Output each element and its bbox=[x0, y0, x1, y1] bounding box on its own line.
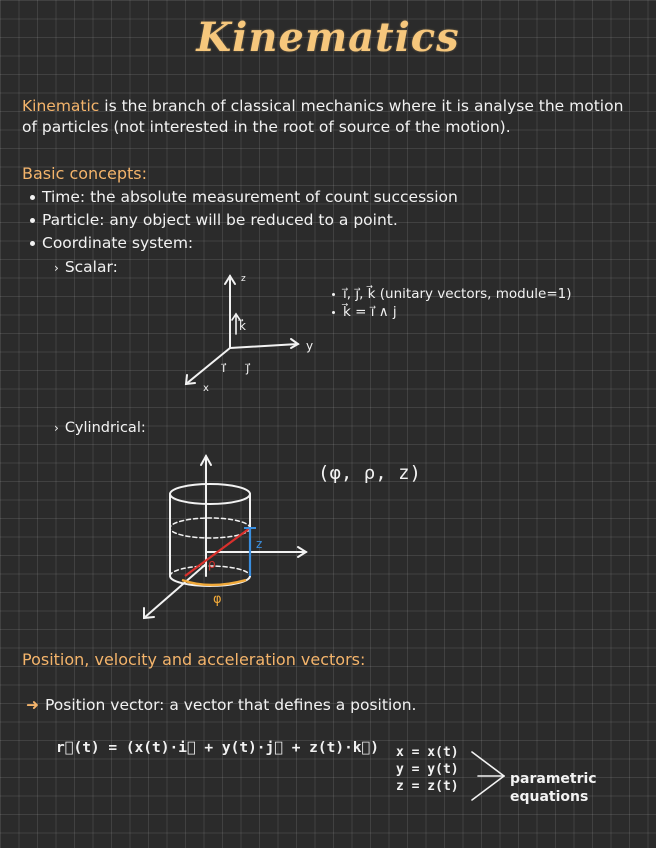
axis-label-x: x bbox=[203, 383, 209, 394]
bullet-dot bbox=[30, 241, 35, 246]
unit-vector-k: k⃗ bbox=[239, 319, 246, 333]
cylindrical-subitem bbox=[54, 420, 146, 436]
scalar-subitem bbox=[54, 258, 118, 276]
vectors-heading: Position, velocity and acceleration vectors: bbox=[22, 650, 366, 669]
cylindrical-coordinates: (φ, ρ, z) bbox=[318, 462, 421, 484]
chevron-right-icon: › bbox=[54, 261, 59, 275]
bracket-arrow bbox=[470, 748, 510, 806]
intro-text: is the branch of classical mechanics where it is analyse the motion of particles (not interested in the root of source of the motion). bbox=[22, 97, 624, 136]
y-axis bbox=[230, 344, 298, 348]
param-y: y = y(t) bbox=[396, 762, 459, 777]
intro-paragraph bbox=[22, 96, 642, 138]
cylindrical-coords-diagram bbox=[130, 448, 320, 628]
cylindrical-label: Cylindrical: bbox=[64, 420, 146, 436]
scalar-note-unit-vectors: i⃗, j⃗, k⃗ (unitary vectors, module=1) bbox=[332, 286, 572, 302]
arrow-right-icon: ➜ bbox=[26, 696, 39, 714]
bullet-dot bbox=[30, 218, 35, 223]
bullet-text: Coordinate system: bbox=[42, 234, 194, 252]
bullet-dot bbox=[30, 195, 35, 200]
param-z: z = z(t) bbox=[396, 779, 459, 794]
axis-label-y: y bbox=[306, 339, 314, 353]
bullet-text: Time: the absolute measurement of count succession bbox=[42, 188, 458, 206]
cylinder-mid-section bbox=[170, 518, 250, 538]
cartesian-axes-diagram bbox=[170, 268, 340, 398]
bullet-item bbox=[30, 211, 398, 229]
position-vector-line bbox=[26, 696, 417, 714]
basic-concepts-heading: Basic concepts: bbox=[22, 164, 147, 183]
scalar-label: Scalar: bbox=[64, 258, 118, 276]
scalar-note-cross-product: k⃗ = i⃗ ∧ j bbox=[332, 304, 397, 320]
bullet-item bbox=[30, 188, 458, 206]
label-phi: φ bbox=[213, 592, 222, 607]
page-title: Kinematics bbox=[196, 14, 460, 61]
parametric-list bbox=[396, 744, 459, 795]
param-x: x = x(t) bbox=[396, 745, 459, 760]
bullet-text: Particle: any object will be reduced to a point. bbox=[42, 211, 398, 229]
label-z: z bbox=[256, 537, 263, 551]
cylinder-top bbox=[170, 484, 250, 504]
intro-term: Kinematic bbox=[22, 97, 100, 115]
position-equation: r⃗(t) = (x(t)·i⃗ + y(t)·j⃗ + z(t)·k⃗) bbox=[56, 740, 380, 756]
chevron-right-icon: › bbox=[54, 421, 59, 435]
label-rho: ρ bbox=[208, 557, 216, 571]
unit-vector-j: j⃗ bbox=[246, 361, 250, 375]
x-axis bbox=[144, 564, 206, 618]
axis-label-z: z bbox=[241, 274, 246, 284]
position-vector-text: Position vector: a vector that defines a position. bbox=[45, 696, 417, 714]
bullet-item bbox=[30, 234, 193, 252]
parametric-equations-label: parametric equations bbox=[510, 771, 597, 805]
unit-vector-i: i⃗ bbox=[222, 361, 226, 375]
